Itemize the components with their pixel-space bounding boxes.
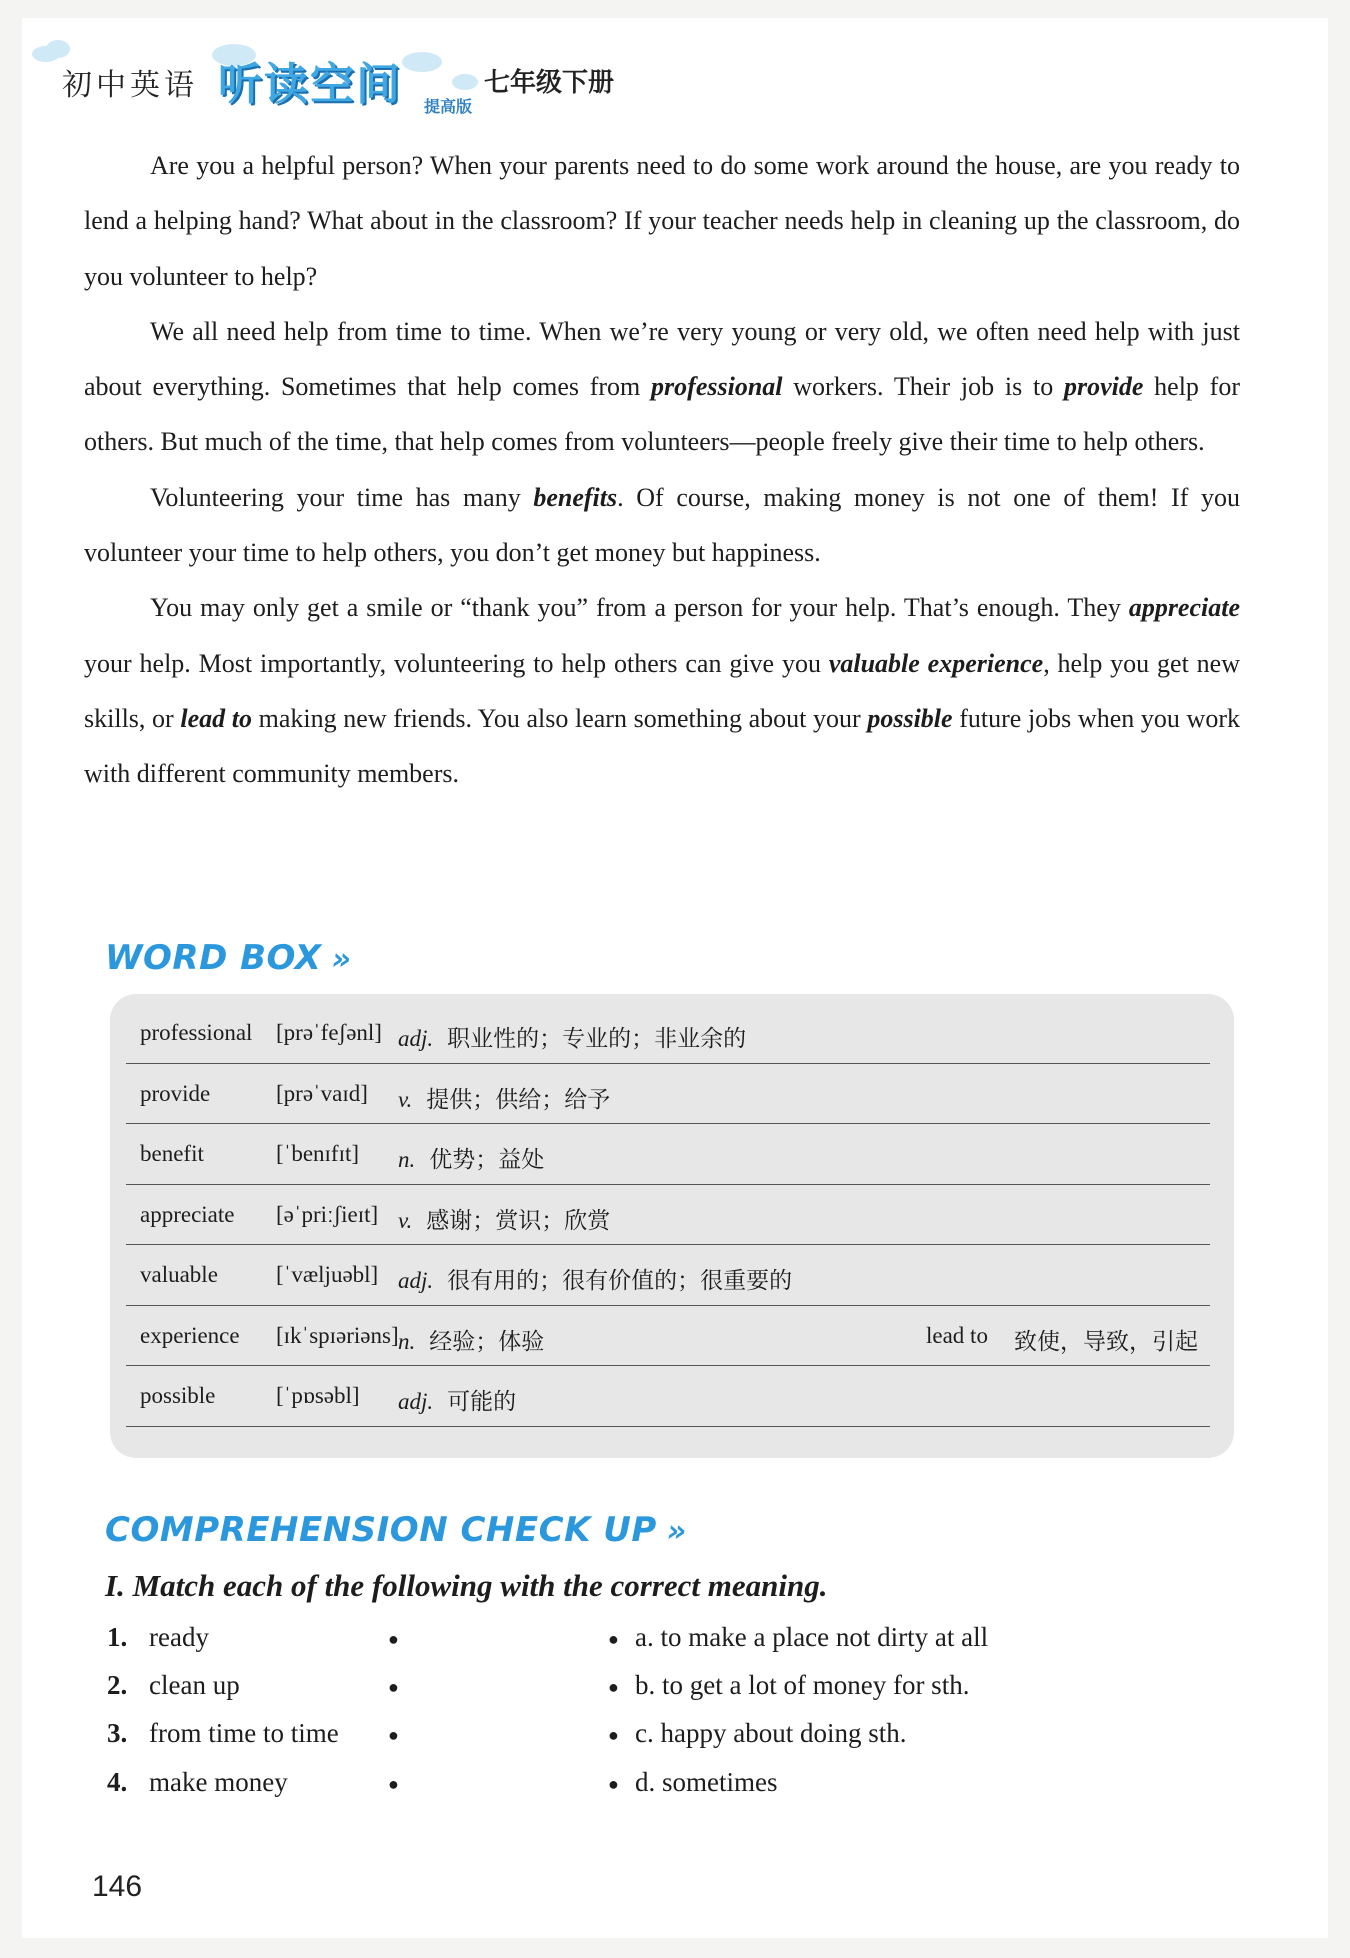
word-box-row bbox=[126, 1244, 1210, 1306]
word-box-row bbox=[126, 1305, 1210, 1367]
vocab-word: appreciate bbox=[140, 1201, 235, 1227]
exercise-instruction: I. Match each of the following with the correct meaning. bbox=[105, 1568, 828, 1603]
match-item bbox=[105, 1670, 1205, 1714]
match-item bbox=[105, 1767, 1205, 1811]
vocab-word: provide bbox=[140, 1080, 211, 1106]
match-dot-left[interactable]: ● bbox=[388, 1629, 399, 1649]
match-dot-right[interactable]: ● bbox=[608, 1773, 619, 1794]
meaning-text: to get a lot of money for sth. bbox=[662, 1670, 970, 1701]
item-number: 4. bbox=[107, 1766, 128, 1797]
reading-passage bbox=[84, 138, 1240, 802]
definition bbox=[398, 1202, 610, 1235]
option-letter: d. bbox=[635, 1766, 656, 1797]
chevron-icon: » bbox=[666, 1514, 687, 1549]
cloud-decoration bbox=[402, 52, 442, 72]
match-term: ready bbox=[149, 1622, 209, 1652]
vocab-highlight: provide bbox=[1063, 372, 1144, 402]
passage-text: workers. Their job is to bbox=[782, 372, 1064, 402]
vocab-word: benefit bbox=[140, 1141, 204, 1166]
definition bbox=[398, 1081, 610, 1114]
vocab-highlight: appreciate bbox=[1128, 593, 1240, 623]
comprehension-title bbox=[105, 1510, 687, 1550]
word-box-row bbox=[126, 1184, 1210, 1246]
word-box-row bbox=[126, 1002, 1210, 1064]
passage-text: . Of course, making money is not one of them! If you volunteer your time to help others, you don’t get money but happiness. bbox=[84, 482, 1240, 568]
phonetic: [ˈbenɪfɪt] bbox=[276, 1141, 360, 1166]
vocab-word: valuable bbox=[140, 1262, 218, 1287]
word-box-row bbox=[126, 1063, 1210, 1125]
match-meaning bbox=[635, 1718, 906, 1749]
definition bbox=[398, 1323, 544, 1356]
book-header bbox=[32, 38, 652, 128]
chinese-meaning: 感谢；赏识；欣赏 bbox=[426, 1207, 611, 1233]
cloud-decoration bbox=[452, 74, 478, 90]
vocab-word: professional bbox=[140, 1020, 253, 1045]
chinese-meaning: 职业性的；专业的；非业余的 bbox=[447, 1026, 747, 1051]
passage-text: Are you a helpful person? When your parents need to do some work around the house, are you ready to lend a helping hand? What about in the classroom? If your teacher needs help in cleaning up the classroom, do you volunteer to help? bbox=[84, 151, 1240, 291]
phonetic: [prəˈfeʃənl] bbox=[276, 1020, 382, 1045]
chinese-meaning: 优势；益处 bbox=[429, 1147, 545, 1172]
meaning-text: happy about doing sth. bbox=[660, 1718, 907, 1749]
passage-text: help for others. But much of the time, that help comes from volunteers—people freely give their time to help others. bbox=[84, 372, 1240, 457]
match-dot-right[interactable]: ● bbox=[608, 1725, 619, 1746]
passage-text: Volunteering your time has many bbox=[150, 482, 534, 512]
match-meaning bbox=[635, 1622, 988, 1653]
chinese-meaning: 经验；体验 bbox=[429, 1328, 545, 1354]
comprehension-title-text: COMPREHENSION CHECK UP bbox=[105, 1510, 657, 1550]
match-dot-left[interactable]: ● bbox=[388, 1677, 399, 1698]
series-name: 初中英语 bbox=[62, 68, 198, 103]
match-meaning bbox=[635, 1670, 969, 1701]
chinese-meaning: 致使，导致，引起 bbox=[1014, 1328, 1198, 1354]
word-box-title bbox=[105, 938, 351, 978]
meaning-text: to make a place not dirty at all bbox=[660, 1622, 989, 1652]
part-of-speech: v. bbox=[398, 1086, 413, 1112]
option-letter: b. bbox=[635, 1670, 656, 1701]
vocab-highlight: benefits bbox=[533, 482, 618, 512]
option-letter: a. bbox=[635, 1622, 654, 1652]
passage-text: We all need help from time to time. When we’re very young or very old, we often need help with just about everything. Sometimes that help comes from bbox=[84, 316, 1240, 402]
part-of-speech: n. bbox=[398, 1328, 416, 1354]
part-of-speech: adj. bbox=[398, 1026, 434, 1051]
meaning-text: sometimes bbox=[662, 1766, 778, 1797]
paragraph bbox=[84, 580, 1240, 801]
grade-label: 七年级下册 bbox=[484, 68, 615, 98]
passage-text: You may only get a smile or “thank you” from a person for your help. That’s enough. They bbox=[150, 593, 1129, 623]
vocab-highlight: valuable experience bbox=[828, 648, 1044, 678]
match-dot-right[interactable]: ● bbox=[608, 1629, 619, 1649]
passage-text: , help you get new skills, or bbox=[84, 648, 1240, 733]
match-term: clean up bbox=[149, 1670, 240, 1701]
paragraph bbox=[84, 304, 1240, 470]
match-term: from time to time bbox=[149, 1718, 339, 1749]
item-number: 2. bbox=[107, 1670, 128, 1701]
chinese-meaning: 很有用的；很有价值的；很重要的 bbox=[447, 1268, 793, 1293]
phonetic: [ˈvæljuəbl] bbox=[276, 1262, 379, 1287]
chevron-icon: » bbox=[331, 942, 352, 977]
match-item bbox=[105, 1718, 1205, 1762]
match-dot-right[interactable]: ● bbox=[608, 1677, 619, 1698]
paragraph bbox=[84, 138, 1240, 304]
vocab-word: possible bbox=[140, 1383, 216, 1408]
phonetic: [prəˈvaɪd] bbox=[276, 1080, 368, 1106]
word-box bbox=[110, 994, 1234, 1458]
word-box-row bbox=[126, 1123, 1210, 1185]
match-dot-left[interactable]: ● bbox=[388, 1773, 399, 1794]
match-term: make money bbox=[149, 1766, 288, 1797]
item-number: 3. bbox=[107, 1718, 128, 1749]
part-of-speech: v. bbox=[398, 1207, 413, 1233]
cloud-decoration bbox=[46, 40, 70, 58]
match-meaning bbox=[635, 1767, 778, 1798]
part-of-speech: adj. bbox=[398, 1389, 434, 1414]
phonetic: [ɪkˈspɪəriəns] bbox=[276, 1322, 399, 1348]
phonetic: [əˈpriːʃieɪt] bbox=[276, 1201, 379, 1227]
book-title-logo: 听读空间 bbox=[218, 59, 402, 110]
definition bbox=[398, 1020, 746, 1053]
chinese-meaning: 可能的 bbox=[447, 1389, 517, 1414]
part-of-speech: n. bbox=[398, 1147, 416, 1172]
phonetic: [ˈpɒsəbl] bbox=[276, 1383, 360, 1408]
passage-text: your help. Most importantly, volunteering to help others can give you bbox=[84, 648, 829, 678]
match-item bbox=[105, 1622, 1205, 1666]
vocab-highlight: lead to bbox=[180, 703, 253, 733]
definition bbox=[398, 1383, 516, 1416]
vocab-phrase: lead to bbox=[926, 1322, 988, 1348]
definition bbox=[398, 1141, 544, 1174]
vocab-highlight: possible bbox=[867, 703, 953, 733]
word-box-title-text: WORD BOX bbox=[105, 938, 322, 978]
chinese-meaning: 提供；供给；给予 bbox=[426, 1086, 611, 1112]
passage-text: future jobs when you work with different community members. bbox=[84, 703, 1240, 789]
paragraph bbox=[84, 470, 1240, 581]
part-of-speech: adj. bbox=[398, 1268, 434, 1293]
word-box-row bbox=[126, 1365, 1210, 1427]
match-dot-left[interactable]: ● bbox=[388, 1725, 399, 1746]
definition bbox=[398, 1262, 792, 1295]
vocab-word: experience bbox=[140, 1322, 240, 1348]
edition-label: 提高版 bbox=[424, 97, 473, 116]
page-number: 146 bbox=[92, 1870, 143, 1903]
option-letter: c. bbox=[635, 1718, 654, 1749]
passage-text: making new friends. You also learn something about your bbox=[252, 703, 868, 733]
vocab-highlight: professional bbox=[651, 372, 783, 402]
item-number: 1. bbox=[107, 1622, 128, 1652]
